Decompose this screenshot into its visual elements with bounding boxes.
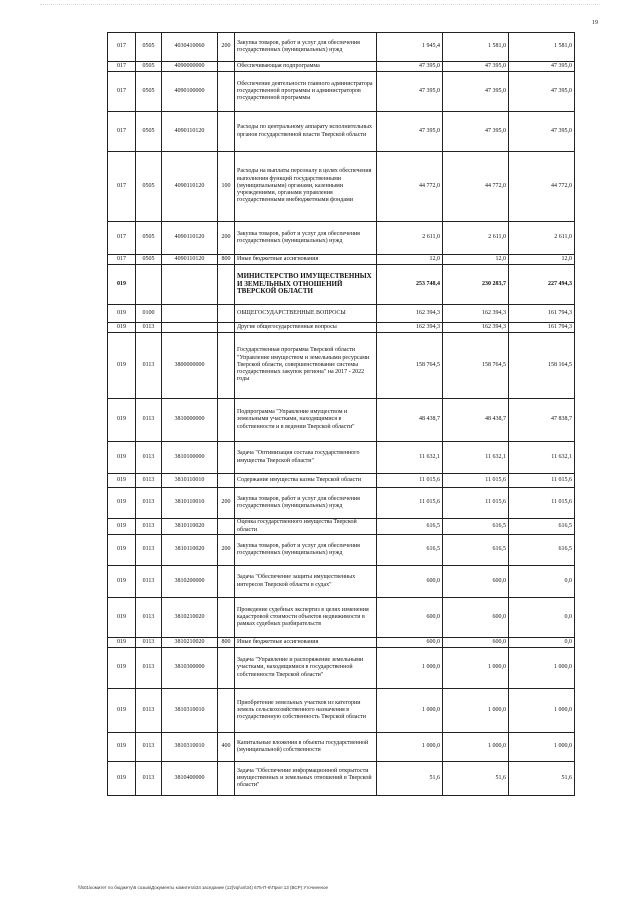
cell-target-article <box>162 265 218 305</box>
cell-target-article: 3810210020 <box>162 598 218 638</box>
cell-sum-2022: 616,5 <box>509 519 575 535</box>
cell-expense-type <box>218 762 235 796</box>
cell-sum-2020: 47 395,0 <box>377 72 443 112</box>
cell-target-article: 3810210020 <box>162 638 218 648</box>
budget-table <box>107 32 575 796</box>
cell-sum-2022: 0,0 <box>509 566 575 598</box>
cell-name: Другие общегосударственные вопросы <box>235 323 377 333</box>
cell-sum-2020: 12,0 <box>377 255 443 265</box>
cell-expense-type <box>218 648 235 689</box>
cell-ved: 017 <box>108 33 136 62</box>
cell-name: Содержание имущества казны Тверской области <box>235 474 377 488</box>
cell-expense-type: 200 <box>218 222 235 255</box>
cell-name: Иные бюджетные ассигнования <box>235 255 377 265</box>
cell-section: 0505 <box>136 255 162 265</box>
cell-sum-2022: 47 395,0 <box>509 72 575 112</box>
cell-section: 0113 <box>136 333 162 399</box>
cell-sum-2020: 600,0 <box>377 566 443 598</box>
cell-ved: 019 <box>108 519 136 535</box>
cell-sum-2021: 47 395,0 <box>443 72 509 112</box>
cell-sum-2020: 1 000,0 <box>377 648 443 689</box>
table-row <box>108 519 575 535</box>
cell-sum-2022: 51,6 <box>509 762 575 796</box>
cell-name: Обеспечение деятельности главного администратора государственной программы и администраторов государственной программы <box>235 72 377 112</box>
cell-name: Закупка товаров, работ и услуг для обеспечения государственных (муниципальных) нужд <box>235 33 377 62</box>
cell-target-article: 3810110010 <box>162 488 218 519</box>
table-row <box>108 399 575 442</box>
cell-expense-type <box>218 474 235 488</box>
cell-name: Приобретение земельных участков из категории земель сельскохозяйственного назначения в государственную собственность Тверской области <box>235 689 377 733</box>
cell-target-article: 3810310010 <box>162 689 218 733</box>
cell-ved: 019 <box>108 648 136 689</box>
cell-sum-2022: 11 015,6 <box>509 488 575 519</box>
cell-section: 0113 <box>136 535 162 566</box>
cell-expense-type: 200 <box>218 33 235 62</box>
cell-sum-2022: 11 015,6 <box>509 474 575 488</box>
cell-target-article: 3810300000 <box>162 648 218 689</box>
cell-sum-2021: 11 015,6 <box>443 474 509 488</box>
table-row <box>108 255 575 265</box>
cell-sum-2021: 47 395,0 <box>443 112 509 152</box>
cell-expense-type: 400 <box>218 733 235 762</box>
table-row <box>108 638 575 648</box>
cell-target-article: 4090110120 <box>162 222 218 255</box>
cell-sum-2022: 158 164,5 <box>509 333 575 399</box>
cell-sum-2020: 48 438,7 <box>377 399 443 442</box>
cell-sum-2021: 1 000,0 <box>443 689 509 733</box>
cell-name: Задача "Оптимизация состава государственного имущества Тверской области" <box>235 442 377 474</box>
cell-section: 0113 <box>136 689 162 733</box>
file-path-footer: \\fs01\комитет по бюджету\6 созыв\Документы комитета\34 заседание (12)\пр\зп\34) 675-П-6\Прил 13 (ВСР) Уточненное <box>78 885 328 890</box>
cell-sum-2020: 2 611,0 <box>377 222 443 255</box>
cell-ved: 017 <box>108 255 136 265</box>
cell-sum-2022: 1 000,0 <box>509 733 575 762</box>
cell-sum-2021: 44 772,0 <box>443 152 509 222</box>
cell-section: 0100 <box>136 305 162 323</box>
cell-target-article: 4090100000 <box>162 72 218 112</box>
cell-name: Закупка товаров, работ и услуг для обеспечения государственных (муниципальных) нужд <box>235 222 377 255</box>
cell-expense-type: 100 <box>218 152 235 222</box>
cell-target-article: 3810200000 <box>162 566 218 598</box>
table-body <box>108 33 575 796</box>
cell-ved: 019 <box>108 535 136 566</box>
cell-target-article: 3810110010 <box>162 474 218 488</box>
cell-expense-type: 800 <box>218 638 235 648</box>
cell-ved: 019 <box>108 733 136 762</box>
cell-sum-2022: 44 772,0 <box>509 152 575 222</box>
table-row <box>108 474 575 488</box>
table-row <box>108 442 575 474</box>
cell-expense-type: 200 <box>218 488 235 519</box>
cell-expense-type <box>218 112 235 152</box>
cell-ved: 017 <box>108 152 136 222</box>
cell-sum-2022: 227 494,3 <box>509 265 575 305</box>
cell-sum-2021: 600,0 <box>443 598 509 638</box>
cell-section: 0505 <box>136 152 162 222</box>
cell-ved: 019 <box>108 442 136 474</box>
cell-name: Проведение судебных экспертиз в целях изменения кадастровой стоимости объектов недвижимости в рамках судебных разбирательств <box>235 598 377 638</box>
cell-expense-type <box>218 305 235 323</box>
cell-section: 0505 <box>136 112 162 152</box>
table-row <box>108 488 575 519</box>
table-row <box>108 323 575 333</box>
cell-sum-2022: 11 632,1 <box>509 442 575 474</box>
cell-sum-2022: 161 794,3 <box>509 305 575 323</box>
cell-expense-type <box>218 689 235 733</box>
table-row <box>108 566 575 598</box>
cell-ved: 019 <box>108 399 136 442</box>
cell-sum-2021: 48 438,7 <box>443 399 509 442</box>
cell-expense-type <box>218 566 235 598</box>
cell-sum-2022: 47 395,0 <box>509 112 575 152</box>
cell-sum-2020: 11 632,1 <box>377 442 443 474</box>
cell-sum-2020: 47 395,0 <box>377 112 443 152</box>
cell-section: 0113 <box>136 638 162 648</box>
cell-ved: 019 <box>108 689 136 733</box>
cell-ved: 019 <box>108 265 136 305</box>
cell-sum-2020: 162 394,3 <box>377 305 443 323</box>
cell-ved: 019 <box>108 566 136 598</box>
cell-target-article: 3810110020 <box>162 519 218 535</box>
cell-section: 0113 <box>136 566 162 598</box>
cell-sum-2021: 230 283,7 <box>443 265 509 305</box>
cell-ved: 019 <box>108 762 136 796</box>
cell-sum-2021: 158 764,5 <box>443 333 509 399</box>
cell-expense-type <box>218 442 235 474</box>
cell-expense-type: 800 <box>218 255 235 265</box>
cell-sum-2020: 616,5 <box>377 535 443 566</box>
cell-expense-type <box>218 72 235 112</box>
cell-expense-type <box>218 399 235 442</box>
cell-sum-2022: 0,0 <box>509 638 575 648</box>
cell-ved: 019 <box>108 323 136 333</box>
cell-target-article <box>162 305 218 323</box>
cell-sum-2020: 1 000,0 <box>377 733 443 762</box>
table-row <box>108 689 575 733</box>
cell-expense-type <box>218 333 235 399</box>
scan-top-noise <box>40 4 600 9</box>
cell-sum-2020: 1 000,0 <box>377 689 443 733</box>
cell-sum-2021: 47 395,0 <box>443 62 509 72</box>
cell-ved: 017 <box>108 62 136 72</box>
cell-target-article: 4090110120 <box>162 255 218 265</box>
cell-name: Обеспечивающая подпрограмма <box>235 62 377 72</box>
cell-sum-2021: 1 000,0 <box>443 648 509 689</box>
cell-section: 0113 <box>136 598 162 638</box>
cell-sum-2020: 1 945,4 <box>377 33 443 62</box>
cell-name: Иные бюджетные ассигнования <box>235 638 377 648</box>
cell-sum-2021: 616,5 <box>443 535 509 566</box>
cell-section: 0113 <box>136 474 162 488</box>
cell-name: Подпрограмма "Управление имуществом и земельными участками, находящимися в собственности и в ведении Тверской области" <box>235 399 377 442</box>
cell-sum-2021: 2 611,0 <box>443 222 509 255</box>
cell-section: 0505 <box>136 72 162 112</box>
cell-target-article: 3810400000 <box>162 762 218 796</box>
cell-section: 0505 <box>136 62 162 72</box>
cell-sum-2020: 616,5 <box>377 519 443 535</box>
table-row <box>108 72 575 112</box>
cell-ved: 019 <box>108 305 136 323</box>
cell-target-article: 4090110120 <box>162 112 218 152</box>
cell-sum-2020: 158 764,5 <box>377 333 443 399</box>
table-row <box>108 535 575 566</box>
cell-sum-2020: 11 015,6 <box>377 488 443 519</box>
cell-target-article: 3810100000 <box>162 442 218 474</box>
cell-section: 0113 <box>136 648 162 689</box>
cell-name: Закупка товаров, работ и услуг для обеспечения государственных (муниципальных) нужд <box>235 488 377 519</box>
cell-ved: 019 <box>108 638 136 648</box>
cell-sum-2021: 11 632,1 <box>443 442 509 474</box>
cell-target-article: 3810000000 <box>162 399 218 442</box>
cell-expense-type <box>218 598 235 638</box>
cell-name: Закупка товаров, работ и услуг для обеспечения государственных (муниципальных) нужд <box>235 535 377 566</box>
cell-sum-2020: 600,0 <box>377 638 443 648</box>
cell-sum-2021: 51,6 <box>443 762 509 796</box>
table-row <box>108 222 575 255</box>
cell-ved: 019 <box>108 474 136 488</box>
cell-expense-type <box>218 323 235 333</box>
cell-section: 0113 <box>136 399 162 442</box>
cell-sum-2022: 616,5 <box>509 535 575 566</box>
cell-expense-type <box>218 519 235 535</box>
cell-name: Оценка государственного имущества Тверской области <box>235 519 377 535</box>
cell-name: Расходы по центральному аппарату исполнительных органов государственной власти Тверской области <box>235 112 377 152</box>
cell-section: 0113 <box>136 733 162 762</box>
cell-sum-2020: 51,6 <box>377 762 443 796</box>
cell-section: 0113 <box>136 762 162 796</box>
cell-target-article: 4090000000 <box>162 62 218 72</box>
cell-ved: 019 <box>108 488 136 519</box>
cell-sum-2021: 162 394,3 <box>443 305 509 323</box>
cell-expense-type <box>218 265 235 305</box>
cell-expense-type <box>218 62 235 72</box>
cell-sum-2020: 162 394,3 <box>377 323 443 333</box>
cell-section: 0505 <box>136 33 162 62</box>
cell-expense-type: 200 <box>218 535 235 566</box>
table-row <box>108 598 575 638</box>
table-row <box>108 305 575 323</box>
cell-name: Капитальные вложения в объекты государственной (муниципальной) собственности <box>235 733 377 762</box>
cell-ved: 017 <box>108 112 136 152</box>
cell-sum-2021: 11 015,6 <box>443 488 509 519</box>
cell-sum-2022: 1 000,0 <box>509 648 575 689</box>
table-row <box>108 62 575 72</box>
cell-target-article: 3810110020 <box>162 535 218 566</box>
table-row <box>108 112 575 152</box>
cell-sum-2021: 162 394,3 <box>443 323 509 333</box>
table-row <box>108 762 575 796</box>
cell-ved: 019 <box>108 598 136 638</box>
cell-sum-2020: 600,0 <box>377 598 443 638</box>
cell-sum-2020: 47 395,0 <box>377 62 443 72</box>
cell-sum-2022: 47 838,7 <box>509 399 575 442</box>
cell-target-article: 4090110120 <box>162 152 218 222</box>
cell-name: Задача "Обеспечение информационной открытости имущественных и земельных отношений в Тверской области" <box>235 762 377 796</box>
cell-section: 0113 <box>136 488 162 519</box>
cell-name: ОБЩЕГОСУДАРСТВЕННЫЕ ВОПРОСЫ <box>235 305 377 323</box>
cell-ved: 019 <box>108 333 136 399</box>
cell-sum-2022: 12,0 <box>509 255 575 265</box>
cell-sum-2022: 47 395,0 <box>509 62 575 72</box>
cell-sum-2021: 600,0 <box>443 638 509 648</box>
table-row <box>108 333 575 399</box>
table-row <box>108 152 575 222</box>
cell-ved: 017 <box>108 222 136 255</box>
cell-ved: 017 <box>108 72 136 112</box>
cell-sum-2022: 0,0 <box>509 598 575 638</box>
cell-sum-2021: 1 000,0 <box>443 733 509 762</box>
cell-name: Государственная программа Тверской области "Управление имуществом и земельными ресурсами Тверской области, совершенствование системы государственных закупок региона" на 2017 - 2022 годы <box>235 333 377 399</box>
table-row <box>108 648 575 689</box>
cell-name: МИНИСТЕРСТВО ИМУЩЕСТВЕННЫХ И ЗЕМЕЛЬНЫХ ОТНОШЕНИЙ ТВЕРСКОЙ ОБЛАСТИ <box>235 265 377 305</box>
cell-sum-2020: 44 772,0 <box>377 152 443 222</box>
cell-section: 0505 <box>136 222 162 255</box>
cell-sum-2022: 1 000,0 <box>509 689 575 733</box>
cell-sum-2020: 253 748,4 <box>377 265 443 305</box>
cell-sum-2021: 616,5 <box>443 519 509 535</box>
cell-section: 0113 <box>136 323 162 333</box>
cell-target-article: 3800000000 <box>162 333 218 399</box>
cell-section: 0113 <box>136 442 162 474</box>
cell-target-article: 4030410060 <box>162 33 218 62</box>
cell-sum-2021: 12,0 <box>443 255 509 265</box>
cell-sum-2022: 161 794,3 <box>509 323 575 333</box>
table-row <box>108 265 575 305</box>
table-row <box>108 733 575 762</box>
cell-target-article: 3810310010 <box>162 733 218 762</box>
cell-section <box>136 265 162 305</box>
cell-name: Задача "Управление и распоряжение земельными участками, находящимися в государственной собственности Тверской области" <box>235 648 377 689</box>
cell-sum-2020: 11 015,6 <box>377 474 443 488</box>
cell-name: Задача "Обеспечение защиты имущественных интересов Тверской области в судах" <box>235 566 377 598</box>
cell-name: Расходы на выплаты персоналу в целях обеспечения выполнения функций государственными (муниципальными) органами, казенными учреждениями, органами управления государственными внебюджетными фондами <box>235 152 377 222</box>
cell-sum-2022: 1 581,0 <box>509 33 575 62</box>
table-row <box>108 33 575 62</box>
cell-section: 0113 <box>136 519 162 535</box>
cell-sum-2021: 600,0 <box>443 566 509 598</box>
cell-sum-2022: 2 611,0 <box>509 222 575 255</box>
cell-sum-2021: 1 581,0 <box>443 33 509 62</box>
cell-target-article <box>162 323 218 333</box>
page-number: 19 <box>592 20 598 26</box>
